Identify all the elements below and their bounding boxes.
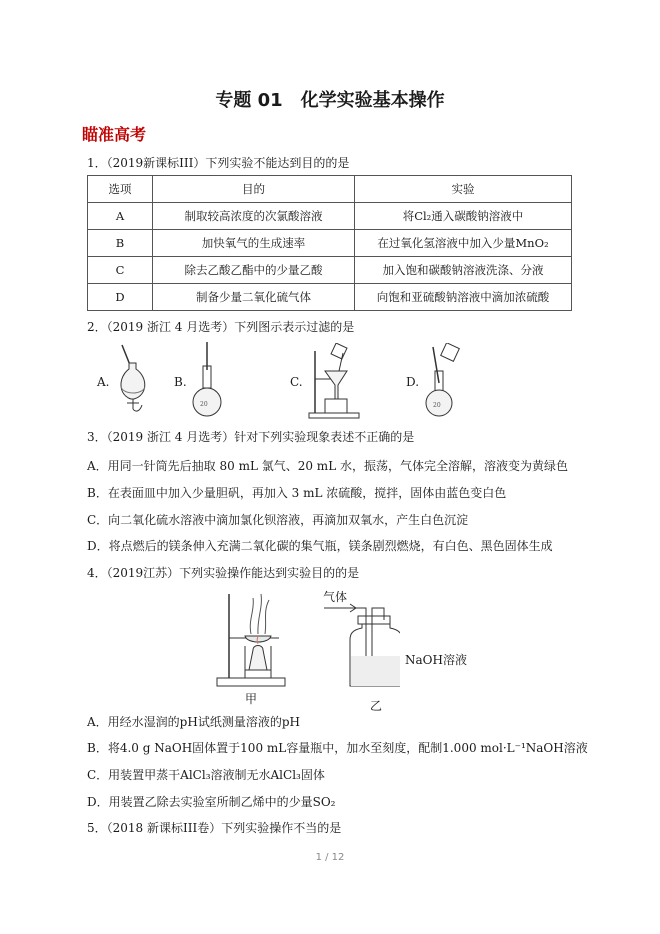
table-cell: 除去乙酸乙酯中的少量乙酸: [153, 257, 355, 284]
option-label-c: C.: [290, 375, 303, 389]
volumetric-flask-figure: [189, 340, 225, 418]
table-cell: 加入饱和碳酸钠溶液洗涤、分液: [355, 257, 572, 284]
question-3-option-d: D．将点燃后的镁条伸入充满二氧化碳的集气瓶，镁条剧烈燃烧，有白色、黑色固体生成: [87, 539, 553, 553]
table-cell: B: [88, 230, 153, 257]
gas-label: 气体: [323, 590, 348, 604]
figure-label-yi: 乙: [370, 699, 383, 713]
filtration-setup-figure: [305, 343, 363, 419]
figure-label-jia: 甲: [245, 692, 258, 706]
question-3-option-a: A．用同一针筒先后抽取 80 mL 氯气、20 mL 水，振荡，气体完全溶解，溶液变为黄绿色: [87, 459, 568, 473]
question-2-stem: 2．（2019 浙江 4 月选考）下列图示表示过滤的是: [87, 320, 355, 334]
question-4-option-c: C．用装置甲蒸干AlCl₃溶液制无水AlCl₃固体: [87, 768, 325, 782]
table-cell: A: [88, 203, 153, 230]
question-3-option-b: B．在表面皿中加入少量胆矾，再加入 3 mL 浓硫酸，搅拌，固体由蓝色变白色: [87, 486, 507, 500]
evaporation-apparatus-figure: [215, 590, 297, 688]
page-title: 专题 01 化学实验基本操作: [215, 90, 445, 111]
option-label-b: B.: [174, 375, 187, 389]
option-label-a: A.: [97, 375, 110, 389]
separatory-funnel-figure: [112, 343, 154, 415]
question-4-stem: 4．（2019江苏）下列实验操作能达到实验目的的是: [87, 566, 360, 580]
table-cell: 制取较高浓度的次氯酸溶液: [153, 203, 355, 230]
table-header-row: [88, 176, 572, 203]
question-1-table: [87, 175, 572, 311]
table-row: [88, 284, 572, 311]
section-heading: 瞄准高考: [82, 125, 147, 144]
question-1-stem: 1．（2019新课标III）下列实验不能达到目的的是: [87, 156, 350, 170]
svg-text:20: 20: [200, 401, 208, 408]
table-cell: C: [88, 257, 153, 284]
table-header: 目的: [153, 176, 355, 203]
question-4-option-d: D．用装置乙除去实验室所制乙烯中的少量SO₂: [87, 795, 336, 809]
question-5-stem: 5．（2018 新课标III卷）下列实验操作不当的是: [87, 821, 342, 835]
table-row: [88, 257, 572, 284]
page-indicator: 1 / 12: [315, 852, 345, 863]
table-row: [88, 230, 572, 257]
gas-washing-bottle-figure: [320, 600, 400, 692]
table-cell: 向饱和亚硫酸钠溶液中滴加浓硫酸: [355, 284, 572, 311]
table-cell: 在过氧化氢溶液中加入少量MnO₂: [355, 230, 572, 257]
question-4-option-b: B．将4.0 g NaOH固体置于100 mL容量瓶中，加水至刻度，配制1.000 mol·L⁻¹NaOH溶液: [87, 741, 588, 755]
table-cell: 将Cl₂通入碳酸钠溶液中: [355, 203, 572, 230]
table-header: 实验: [355, 176, 572, 203]
table-cell: 制备少量二氧化硫气体: [153, 284, 355, 311]
table-cell: D: [88, 284, 153, 311]
question-3-stem: 3．（2019 浙江 4 月选考）针对下列实验现象表述不正确的是: [87, 430, 415, 444]
svg-text:20: 20: [433, 402, 441, 409]
naoh-label: NaOH溶液: [405, 653, 467, 667]
transfer-to-flask-figure: [421, 343, 467, 419]
question-4-option-a: A．用经水湿润的pH试纸测量溶液的pH: [87, 715, 300, 729]
table-cell: 加快氧气的生成速率: [153, 230, 355, 257]
question-3-option-c: C．向二氧化硫水溶液中滴加氯化钡溶液，再滴加双氧水，产生白色沉淀: [87, 513, 469, 527]
table-header: 选项: [88, 176, 153, 203]
table-row: [88, 203, 572, 230]
option-label-d: D.: [406, 375, 420, 389]
